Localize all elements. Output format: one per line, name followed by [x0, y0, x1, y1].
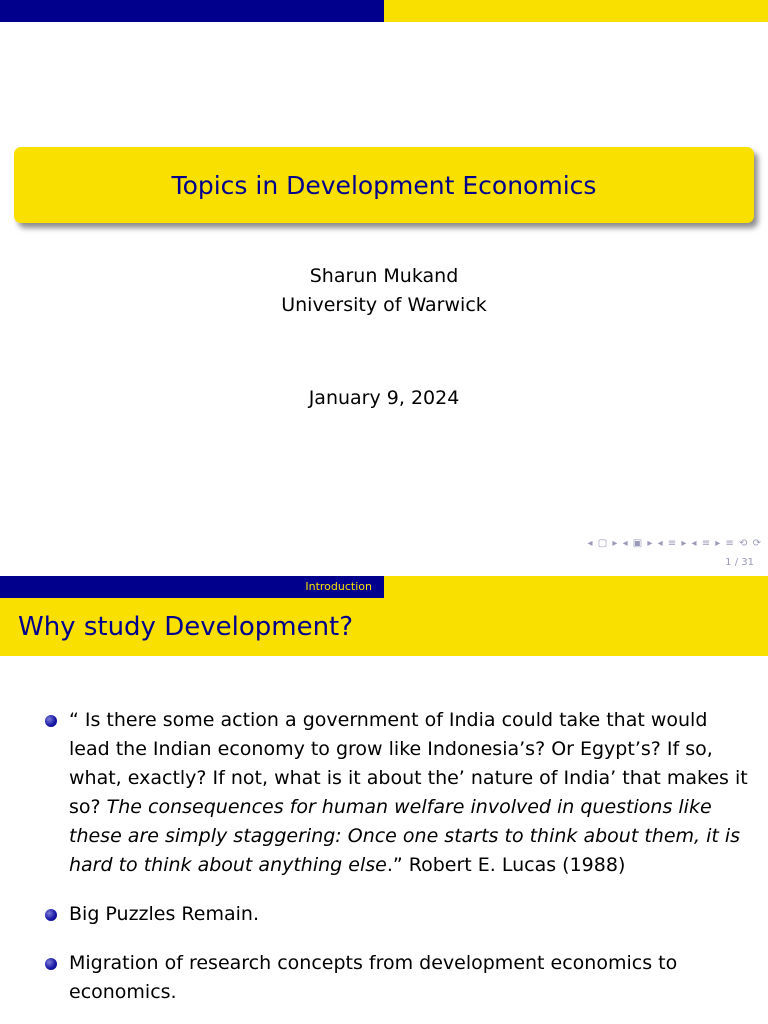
header-bar-right — [384, 576, 768, 598]
quote-italic-text: The consequences for human welfare involved in questions like these are simply staggering: Once one starts to think about them, it is hard to think about anything else — [69, 796, 741, 876]
header-bar-right — [384, 0, 768, 22]
content-slide — [0, 576, 768, 1024]
presentation-date: January 9, 2024 — [308, 387, 460, 409]
bullet-icon — [45, 958, 57, 970]
list-item — [0, 900, 768, 929]
navigation-symbols[interactable]: ◂ ▢ ▸ ◂ ▣ ▸ ◂ ≡ ▸ ◂ ≡ ▸ ≡ ⟲ ⟳ — [587, 538, 762, 549]
title-box — [14, 147, 754, 223]
quote-attribution: .” Robert E. Lucas (1988) — [386, 854, 626, 876]
list-item — [0, 949, 768, 1007]
section-label: Introduction — [305, 580, 372, 593]
presentation-title: Topics in Development Economics — [171, 170, 597, 200]
frame-title: Why study Development? — [18, 612, 354, 642]
bullet-list — [0, 706, 768, 1024]
author-name: Sharun Mukand — [309, 265, 459, 287]
quote-text: “ Is there some action a government of India could take that would lead the Indian economy to grow like Indonesia’s? Or Egypt’s? If so, what, exactly? If not, what is it about the’ nature of India’ that makes it so? — [69, 709, 748, 818]
bullet-icon — [45, 715, 57, 727]
bullet-text: Migration of research concepts from development economics to economics. — [69, 952, 678, 1003]
page-number: 1 / 31 — [725, 557, 754, 568]
bullet-text: Big Puzzles Remain. — [69, 903, 259, 925]
list-item — [0, 706, 768, 880]
bullet-icon — [45, 909, 57, 921]
header-bar-left — [0, 0, 384, 22]
author-institution: University of Warwick — [281, 294, 487, 316]
frame-title-bar — [0, 598, 768, 656]
